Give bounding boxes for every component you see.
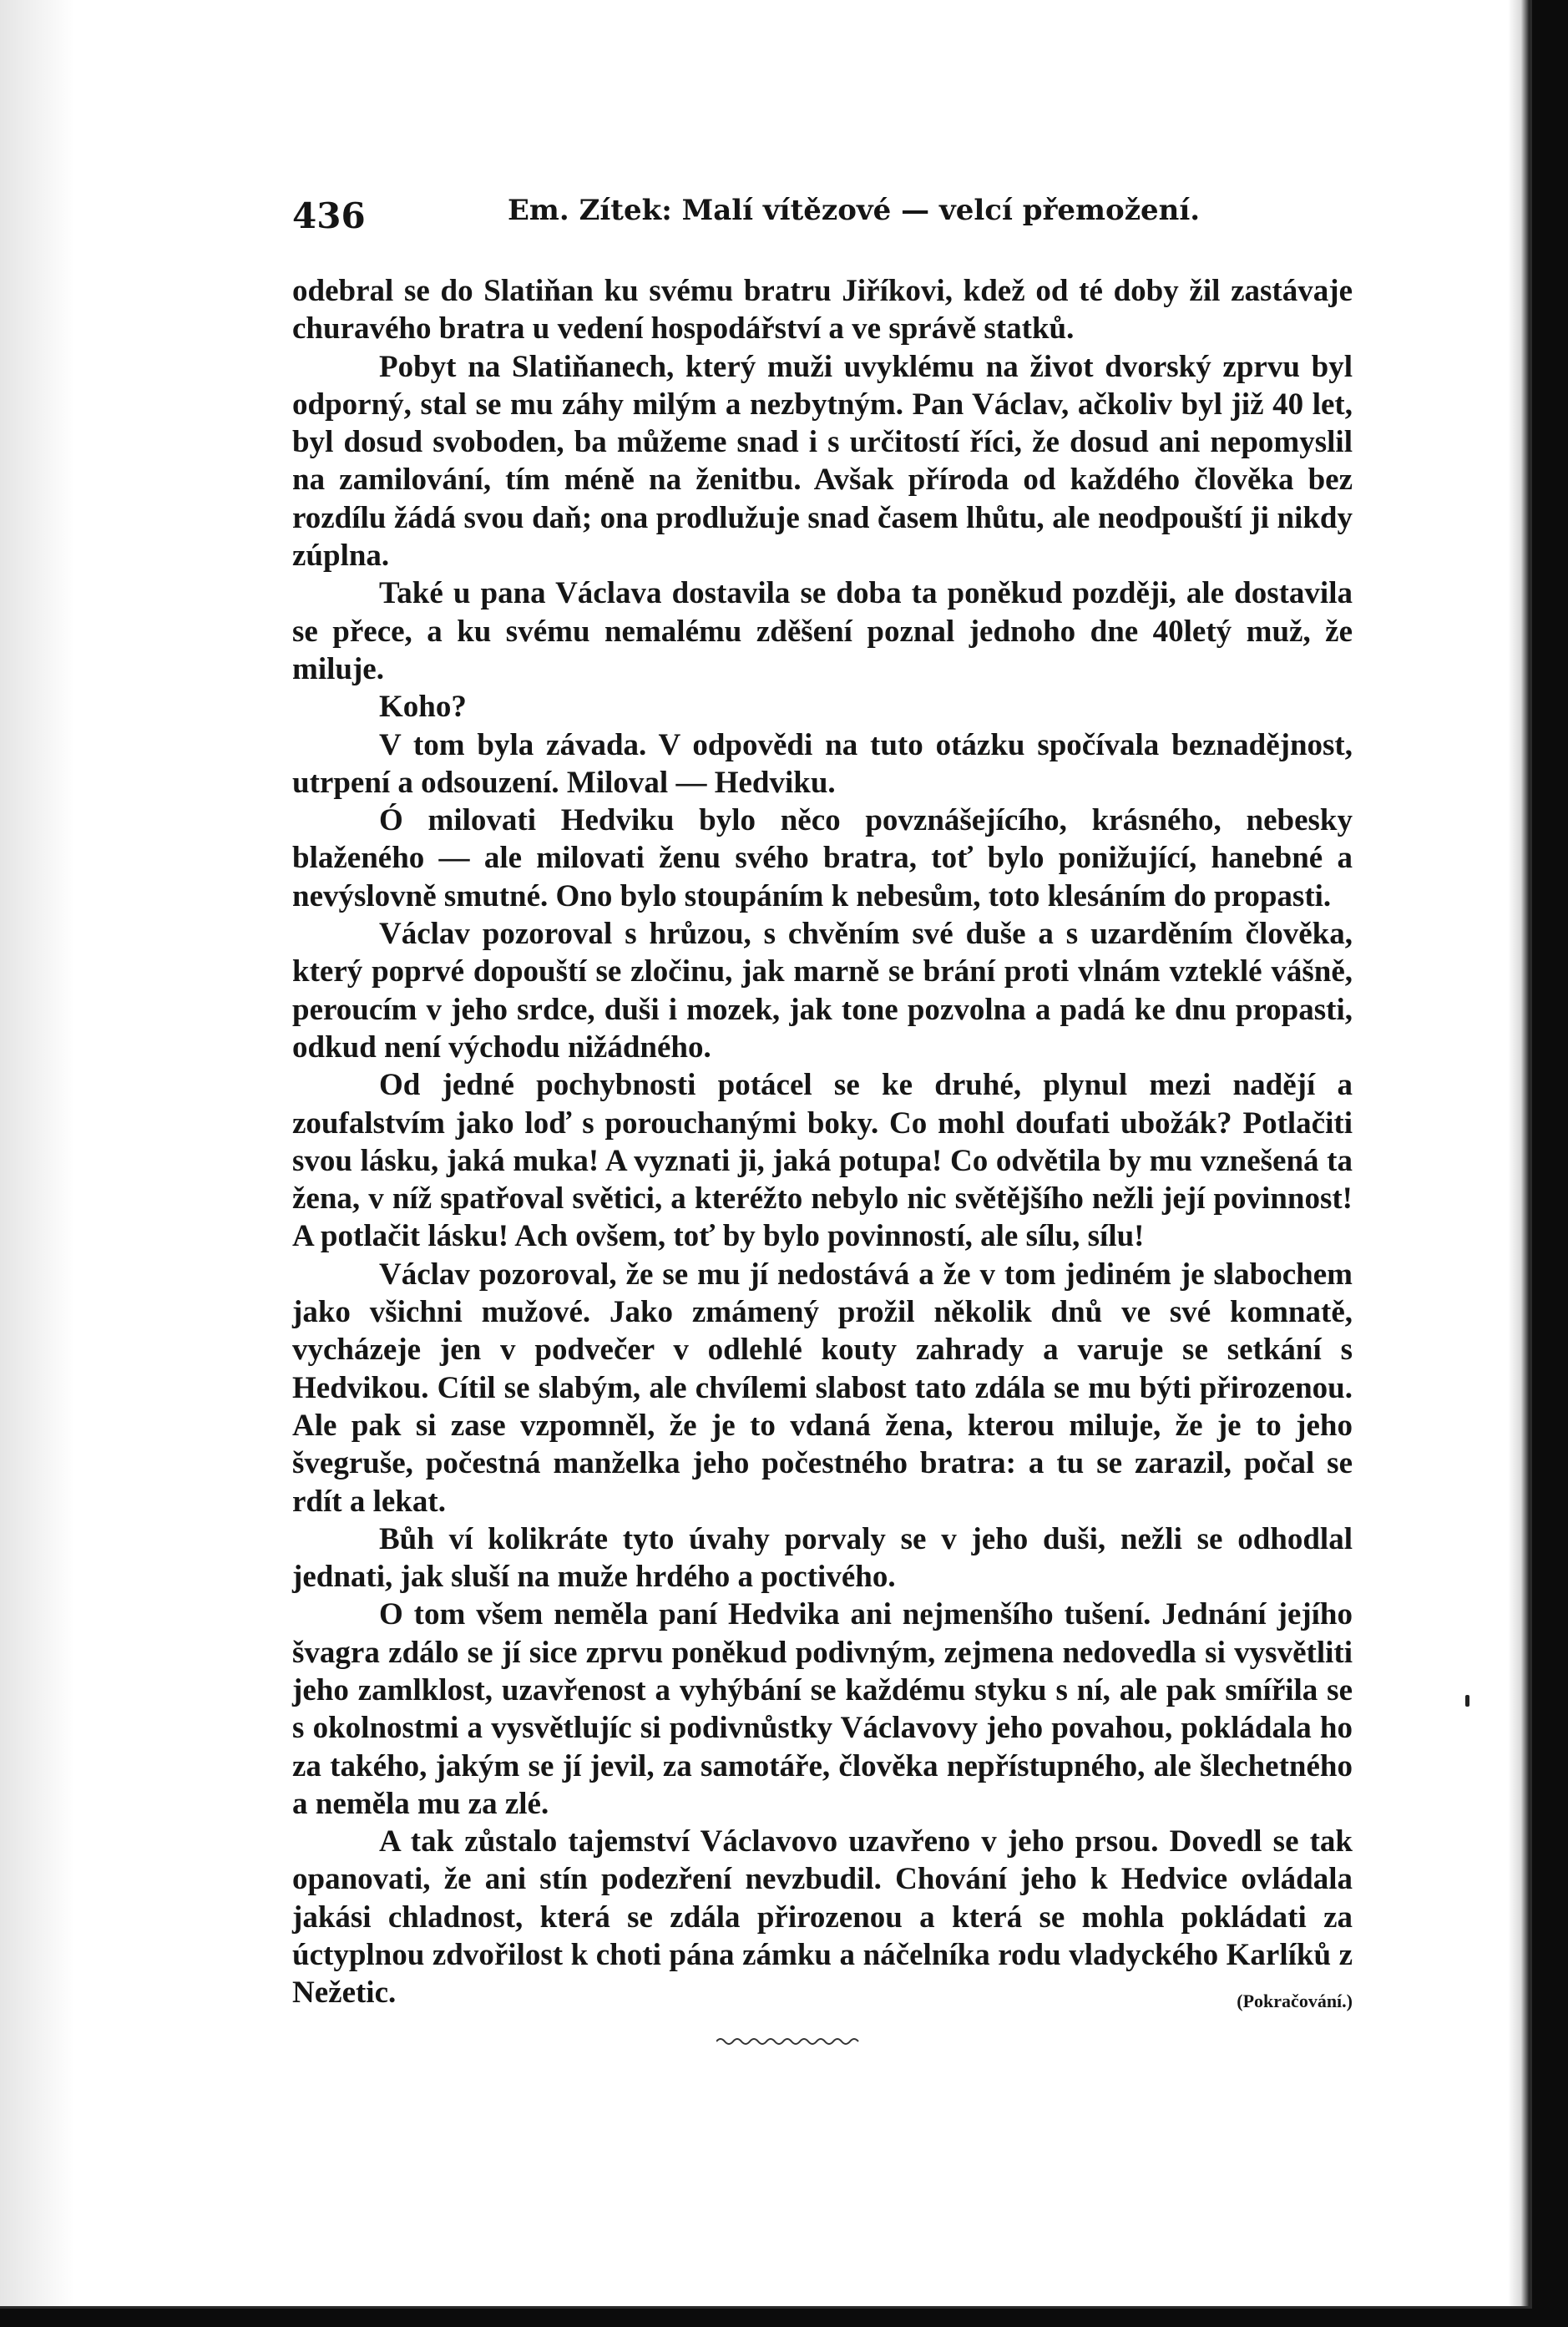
paragraph: Ó milovati Hedviku bylo něco povznášejícího, krásného, nebesky blaženého — ale milovati ženu svého bratra, toť bylo ponižující, hanebné a nevýslovně smutné. Ono bylo stoupáním k nebesům, toto klesáním do propasti. xyxy=(292,803,1353,913)
page-number: 436 xyxy=(292,195,366,236)
paragraph: Bůh ví kolikráte tyto úvahy porvaly se v jeho duši, nežli se odhodlal jednati, jak sluší na muže hrdého a poctivého. xyxy=(292,1521,1353,1595)
paragraph: O tom všem neměla paní Hedvika ani nejmenšího tušení. Jednání jejího švagra zdálo se jí sice zprvu poněkud podivným, zejmena nedovedla si vysvětliti jeho zamlklost, uzavřenost a vyhýbání se každému styku s ní, ale pak smířila se s okolnostmi a vysvětlujíc si podivnůstky Václavovy jeho povahou, pokládala ho za takého, jakým se jí jevil, za samotáře, člověka nepřístupného, ale šlechetného a neměla mu za zlé. xyxy=(292,1597,1353,1821)
paragraph: Také u pana Václava dostavila se doba ta poněkud později, ale dostavila se přece, a ku svému nemalému zděšení poznal jednoho dne 40letý muž, že miluje. xyxy=(292,576,1353,686)
body-text xyxy=(292,272,1353,2021)
continuation-note: (Pokračování.) xyxy=(1237,1991,1353,2012)
last-paragraph xyxy=(292,1823,1353,2011)
page-edge-shadow xyxy=(0,0,75,2306)
paragraph: odebral se do Slatiňan ku svému bratru Jiříkovi, kdež od té doby žil zastávaje churavého bratra u vedení hospodářství a ve správě statků. xyxy=(292,274,1353,347)
paragraph: Pobyt na Slatiňanech, který muži uvyklému na život dvorský zprvu byl odporný, stal se mu záhy milým a nezbytným. Pan Václav, ačkoliv byl již 40 let, byl dosud svoboden, ba můžeme snad i s určitostí říci, že dosud ani nepomyslil na zamilování, tím méně na ženitbu. Avšak příroda od každého člověka bez rozdílu žádá svou daň; ona prodlužuje snad časem lhůtu, ale neodpouští ji nikdy zúplna. xyxy=(292,349,1353,574)
running-title: Em. Zítek: Malí vítězové — velcí přemožení. xyxy=(508,194,1201,227)
page-right-edge xyxy=(1508,0,1530,2306)
paragraph: Od jedné pochybnosti potácel se ke druhé, plynul mezi nadějí a zoufalstvím jako loď s porouchanými boky. Co mohl doufati ubožák? Potlačiti svou lásku, jaká muka! A vyznati ji, jaká potupa! Co odvětila by mu vznešená ta žena, v níž spatřoval světici, a kteréžto nebylo nic světějšího nežli její povinnost! A potlačit lásku! Ach ovšem, toť by bylo povinností, ale sílu, sílu! xyxy=(292,1068,1353,1254)
paragraph-text: A tak zůstalo tajemství Václavovo uzavřeno v jeho prsou. Dovedl se tak opanovati, že ani stín podezření nevzbudil. Chování jeho k Hedvice ovládala jakási chladnost, která se zdála přirozenou a která se mohla pokládati za úctyplnou zdvořilost k choti pána zámku a náčelníka rodu vladyckého Karlíků z Nežetic. xyxy=(292,1824,1353,2011)
print-speck xyxy=(1465,1695,1469,1707)
wavy-ornament xyxy=(716,2034,862,2046)
paragraph: Koho? xyxy=(379,690,467,725)
paragraph: V tom byla závada. V odpovědi na tuto otázku spočívala beznadějnost, utrpení a odsouzení. Miloval — Hedviku. xyxy=(292,727,1353,800)
page-header xyxy=(292,189,1201,239)
paragraph: Václav pozoroval, že se mu jí nedostává a že v tom jediném je slabochem jako všichni mužové. Jako zmámený prožil několik dnů ve své komnatě, vycházeje jen v podvečer v odlehlé kouty zahrady a varuje se setkání s Hedvikou. Cítil se slabým, ale chvílemi slabost tato zdála se mu býti přirozenou. Ale pak si zase vzpomněl, že je to vdaná žena, kterou miluje, že je to jeho švegruše, počestná manželka jeho počestného bratra: a tu se zarazil, počal se rdít a lekat. xyxy=(292,1257,1353,1519)
paragraph: Václav pozoroval s hrůzou, s chvěním své duše a s uzarděním člověka, který poprvé dopouští se zločinu, jak marně se brání proti vlnám vzteklé vášně, peroucím v jeho srdce, duši i mozek, jak tone pozvolna a padá ke dnu propasti, odkud není východu nižádného. xyxy=(292,917,1353,1065)
